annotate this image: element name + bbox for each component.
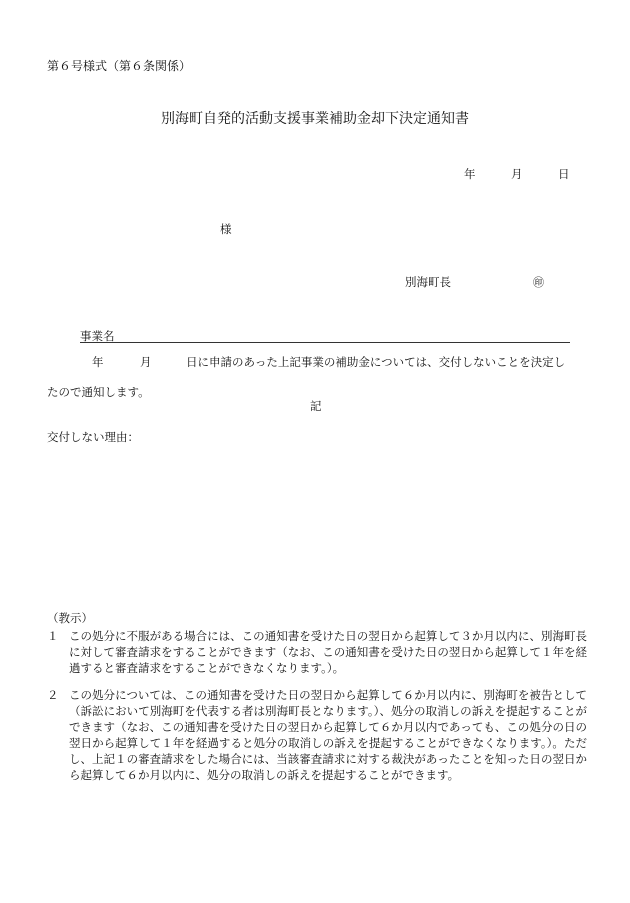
- date-year: 年: [464, 167, 476, 181]
- ki-heading: 記: [310, 399, 322, 413]
- reason-label: 交付しない理由：: [47, 430, 139, 444]
- body-line1: 日に申請のあった上記事業の補助金については、交付しないことを決定し: [186, 355, 566, 369]
- notice-section: [47, 610, 587, 783]
- recipient-suffix: 様: [220, 222, 232, 236]
- seal-mark: ㊞: [533, 276, 544, 289]
- document-title: 別海町自発的活動支援事業補助金却下決定通知書: [161, 111, 469, 127]
- notice-item: [47, 687, 587, 783]
- notice-item-text: この処分に不服がある場合には、この通知書を受けた日の翌日から起算して３か月以内に、別海町長に対して審査請求をすることができます（なお、この通知書を受けた日の翌日から起算して１年を経過すると審査請求をすることができなくなります。）。: [69, 629, 587, 675]
- body-month: 月: [140, 355, 152, 369]
- date-month: 月: [511, 167, 523, 181]
- project-name-underline: [80, 342, 570, 343]
- notice-item-text: この処分については、この通知書を受けた日の翌日から起算して６か月以内に、別海町を被告として（訴訟において別海町を代表する者は別海町長となります。）、処分の取消しの訴えを提起することができます（なお、この通知書を受けた日の翌日から起算して６か月以内であっても、この処分の日の翌日から起算して１年を経過すると処分の取消しの訴えを提起することができなくなります。）。ただし、上記１の審査請求をした場合には、当該審査請求に対する裁決があったことを知った日の翌日から起算して６か月以内に、処分の取消しの訴えを提起することができます。: [69, 688, 587, 782]
- project-name-label: 事業名: [80, 329, 115, 343]
- form-label: 第６号様式（第６条関係）: [47, 59, 192, 73]
- notice-heading: （教示）: [47, 611, 93, 625]
- notice-item-number: １: [47, 629, 59, 643]
- body-line2: たので通知します。: [47, 385, 150, 399]
- date-day: 日: [558, 167, 570, 181]
- issuer-name: 別海町長: [405, 275, 451, 289]
- body-year: 年: [92, 355, 104, 369]
- notice-item-number: ２: [47, 688, 59, 702]
- notice-item: [47, 628, 587, 676]
